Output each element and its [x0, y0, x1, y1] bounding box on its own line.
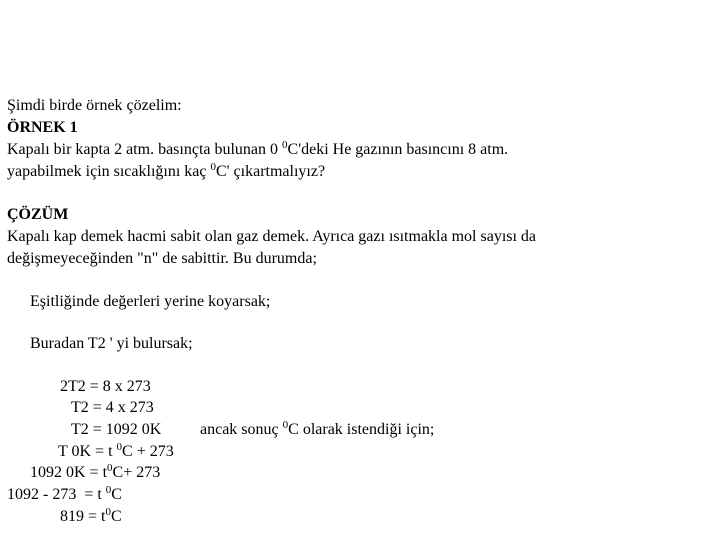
calc-row-3: T2 = 1092 0K [71, 421, 162, 438]
degree-superscript: 0 [107, 462, 113, 474]
degree-superscript: 0 [282, 139, 288, 151]
calc-note-text-b: C olarak istendiği için; [288, 421, 435, 438]
solution-line-2: değişmeyeceğinden "n" de sabittir. Bu durumda; [7, 250, 317, 267]
problem-line-2-text-a: yapabilmek için sıcaklığını kaç [7, 163, 211, 180]
calc-row-4-text-b: C + 273 [122, 443, 174, 460]
degree-superscript: 0 [105, 484, 112, 496]
problem-line-2 [7, 162, 325, 182]
calc-note-text-a: ancak sonuç [200, 421, 283, 438]
calc-row-7 [60, 507, 122, 527]
calc-row-7-text-b: C [110, 508, 122, 525]
find-t2-text: Buradan T2 ' yi bulursak; [30, 335, 193, 352]
problem-line-2-text-b: C' çıkartmalıyız? [216, 163, 326, 180]
problem-line-1-text-a: Kapalı bir kapta 2 atm. basınçta bulunan 0 [7, 141, 283, 158]
calc-row-1: 2T2 = 8 x 273 [60, 378, 151, 395]
problem-line-1 [7, 140, 508, 160]
calc-row-7-text-a: 819 = t [60, 508, 106, 525]
calc-row-4 [58, 442, 174, 462]
calc-row-4-text-a: T 0K = t [58, 443, 117, 460]
calc-row-5-text-a: 1092 0K = t [30, 464, 108, 481]
calc-row-5 [30, 463, 160, 483]
calc-row-5-text-b: C+ 273 [112, 464, 161, 481]
calc-row-6-text-a: 1092 - 273 = t [7, 486, 106, 503]
intro-text: Şimdi birde örnek çözelim: [7, 97, 182, 114]
degree-superscript: 0 [116, 441, 123, 453]
degree-superscript: 0 [105, 506, 111, 518]
solution-heading: ÇÖZÜM [7, 206, 69, 223]
calc-note [200, 420, 434, 440]
substitute-text: Eşitliğinde değerleri yerine koyarsak; [30, 293, 271, 310]
solution-line-1: Kapalı kap demek hacmi sabit olan gaz demek. Ayrıca gazı ısıtmakla mol sayısı da [7, 228, 537, 245]
degree-superscript: 0 [282, 419, 289, 431]
degree-superscript: 0 [210, 161, 216, 173]
calc-row-2: T2 = 4 x 273 [71, 399, 154, 416]
problem-line-1-text-b: C'deki He gazının basıncını 8 atm. [287, 141, 509, 158]
calc-row-6 [7, 485, 122, 505]
calc-row-6-text-b: C [111, 486, 122, 503]
example-heading: ÖRNEK 1 [7, 119, 78, 136]
